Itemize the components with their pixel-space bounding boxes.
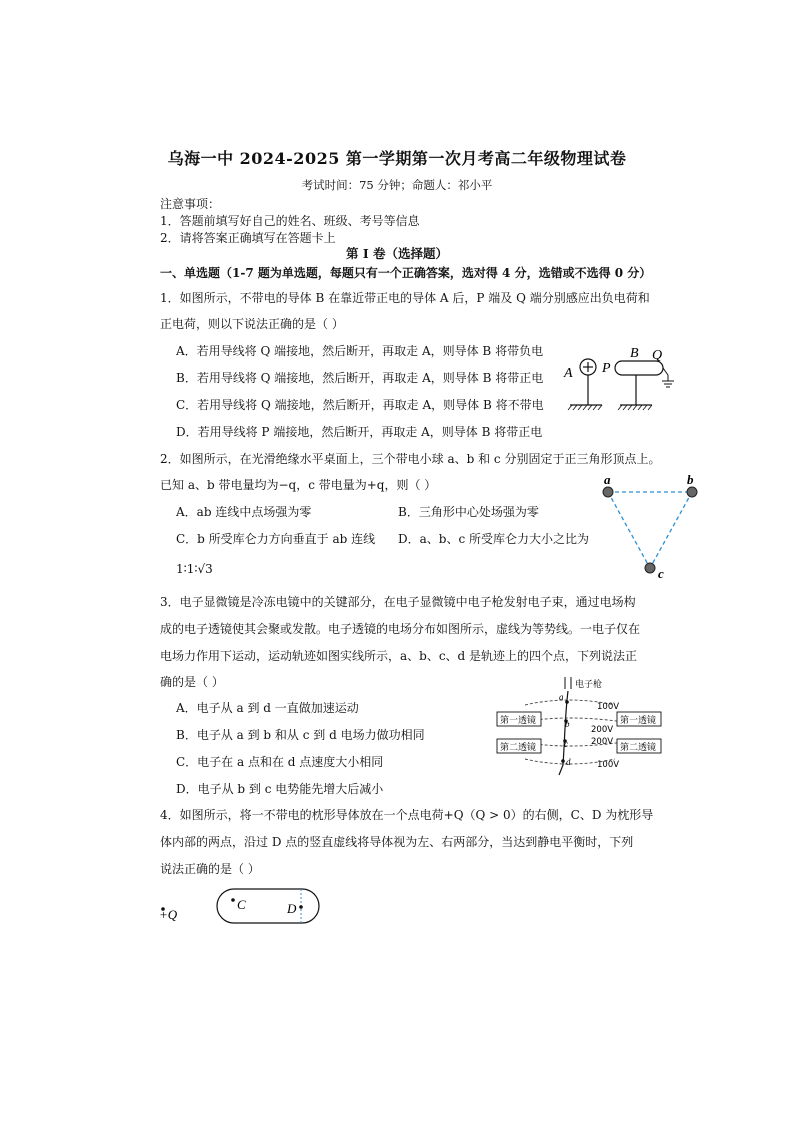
option-b: B．电子从 a 到 b 和从 c 到 d 电场力做功相同 [176, 728, 425, 742]
question-stem: 体内部的两点，沿过 D 点的竖直虚线将导体视为左、右两部分，当达到静电平衡时，下列 [160, 835, 634, 849]
lens1-right: 第一透镜 [620, 716, 657, 726]
option-d: D．a、b、c 所受库仑力大小之比为 [398, 532, 589, 546]
option-d-ratio: 1∶1∶√3 [176, 562, 213, 576]
label-q: Q [652, 348, 663, 363]
label-b: B [630, 346, 639, 361]
volt-2: 200V [591, 725, 614, 735]
q1-figure [560, 345, 680, 425]
part-heading: 一、单选题（1-7 题为单选题，每题只有一个正确答案，选对得 4 分，选错或不选得 0 分） [160, 266, 652, 280]
point-b: b [565, 719, 570, 729]
option-a: A．ab 连线中点场强为零 [176, 505, 312, 519]
question-stem: 4．如图所示，将一不带电的枕形导体放在一个点电荷+Q（Q > 0）的右侧，C、D 为枕形导 [160, 808, 654, 822]
label-p: P [602, 361, 611, 376]
lens1-left: 第一透镜 [500, 716, 537, 726]
label-a: a [604, 472, 611, 487]
question-stem: 说法正确的是（ ） [160, 862, 260, 876]
option-b: B．三角形中心处场强为零 [398, 505, 539, 519]
label-d: D [287, 901, 297, 916]
question-stem: 成的电子透镜使其会聚或发散。电子透镜的电场分布如图所示，虚线为等势线。一电子仅在 [160, 622, 641, 636]
label-b: b [687, 472, 694, 487]
q2-figure [596, 474, 706, 584]
question-stem: 正电荷，则以下说法正确的是（ ） [160, 317, 344, 331]
option-d: D．电子从 b 到 c 电势能先增大后减小 [176, 782, 384, 796]
question-stem: 确的是（ ） [160, 675, 224, 689]
question-stem: 1．如图所示，不带电的导体 B 在靠近带正电的导体 A 后，P 端及 Q 端分别感应出负电荷和 [160, 291, 650, 305]
question-stem: 3．电子显微镜是冷冻电镜中的关键部分，在电子显微镜中电子枪发射电子束，通过电场构 [160, 595, 636, 609]
lens2-right: 第二透镜 [620, 743, 657, 753]
option-c: C．若用导线将 Q 端接地，然后断开，再取走 A，则导体 B 将不带电 [176, 398, 544, 412]
volt-4: 100V [597, 760, 620, 770]
label-a: A [564, 366, 573, 381]
charge-label: +Q [159, 907, 178, 922]
question-stem: 已知 a、b 带电量均为−q，c 带电量为+q，则（ ） [160, 478, 437, 492]
section-title: 第 I 卷（选择题） [345, 246, 449, 261]
volt-3: 200V [591, 737, 614, 747]
label-c: C [237, 897, 246, 912]
point-a: a [559, 692, 564, 702]
point-c: c [564, 739, 568, 749]
note-item: 1．答题前填写好自己的姓名、班级、考号等信息 [160, 214, 420, 228]
option-d: D．若用导线将 P 端接地，然后断开，再取走 A，则导体 B 将带正电 [176, 425, 543, 439]
option-c: C．电子在 a 点和在 d 点速度大小相同 [176, 755, 384, 769]
option-b: B．若用导线将 Q 端接地，然后断开，再取走 A，则导体 B 将带正电 [176, 371, 544, 385]
question-stem: 电场力作用下运动，运动轨迹如图实线所示，a、b、c、d 是轨迹上的四个点，下列说法正 [160, 649, 638, 663]
page-title: 乌海一中 2024-2025 第一学期第一次月考高二年级物理试卷 [167, 149, 627, 168]
q3-figure [495, 675, 695, 785]
notes-heading: 注意事项： [160, 197, 221, 211]
lens2-left: 第二透镜 [500, 743, 537, 753]
option-a: A．若用导线将 Q 端接地，然后断开，再取走 A，则导体 B 将带负电 [176, 344, 544, 358]
option-a: A．电子从 a 到 d 一直做加速运动 [176, 701, 359, 715]
note-item: 2．请将答案正确填写在答题卡上 [160, 231, 336, 245]
q4-figure [155, 885, 330, 930]
volt-1: 100V [597, 702, 620, 712]
exam-info: 考试时间：75 分钟；命题人：祁小平 [301, 178, 493, 192]
gun-label: 电子枪 [575, 680, 603, 690]
question-stem: 2．如图所示，在光滑绝缘水平桌面上，三个带电小球 a、b 和 c 分别固定于正三角形顶点上。 [160, 452, 661, 466]
option-c: C．b 所受库仑力方向垂直于 ab 连线 [176, 532, 376, 546]
label-c: c [658, 566, 664, 581]
point-d: d [566, 757, 571, 767]
